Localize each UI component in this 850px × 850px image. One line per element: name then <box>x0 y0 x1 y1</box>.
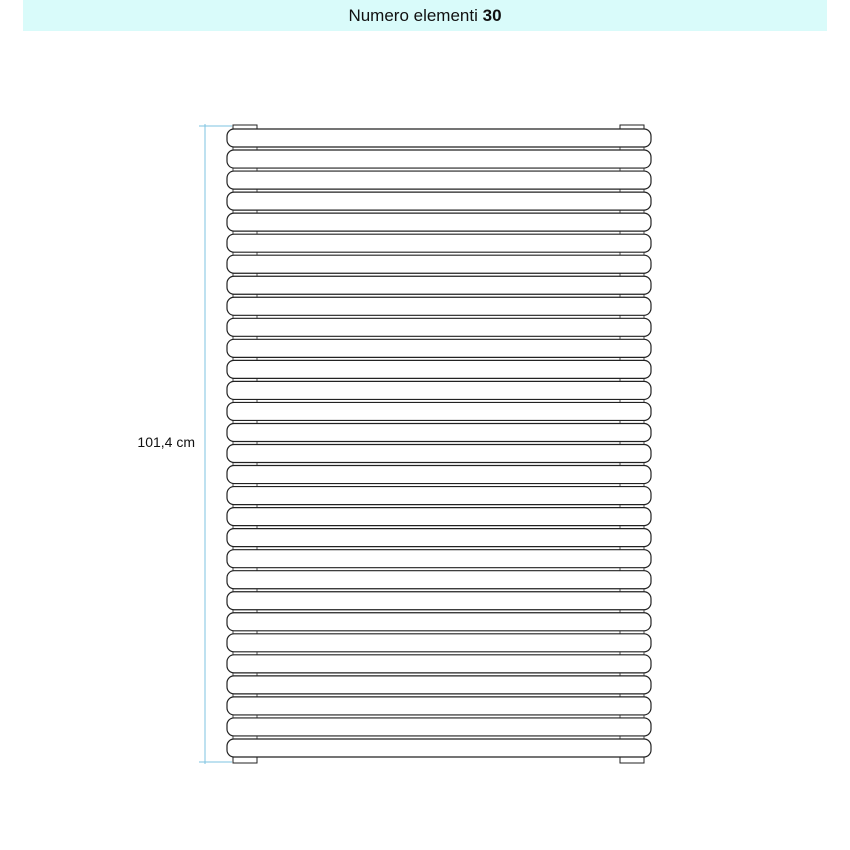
radiator-tube <box>227 697 651 715</box>
radiator-tube <box>227 466 651 484</box>
radiator-tube <box>227 529 651 547</box>
radiator-tube <box>227 655 651 673</box>
left-bottom-cap <box>233 757 257 763</box>
radiator-tube <box>227 171 651 189</box>
radiator-tube <box>227 592 651 610</box>
radiator-tube <box>227 487 651 505</box>
radiator-tube <box>227 381 651 399</box>
radiator-tubes <box>227 129 651 757</box>
radiator-tube <box>227 318 651 336</box>
radiator-tube <box>227 445 651 463</box>
radiator-tube <box>227 192 651 210</box>
radiator-tube <box>227 255 651 273</box>
radiator-tube <box>227 508 651 526</box>
radiator-tube <box>227 234 651 252</box>
radiator-tube <box>227 360 651 378</box>
radiator-tube <box>227 402 651 420</box>
radiator-tube <box>227 129 651 147</box>
header-label: Numero elementi <box>348 6 478 25</box>
radiator-tube <box>227 339 651 357</box>
radiator-tube <box>227 423 651 441</box>
radiator-tube <box>227 571 651 589</box>
radiator-tube <box>227 718 651 736</box>
radiator-tube <box>227 550 651 568</box>
radiator-tube <box>227 297 651 315</box>
radiator-tube <box>227 613 651 631</box>
right-bottom-cap <box>620 757 644 763</box>
radiator-tube <box>227 276 651 294</box>
radiator-tube <box>227 634 651 652</box>
radiator-tube <box>227 213 651 231</box>
radiator-tube <box>227 150 651 168</box>
height-dimension-label: 101,4 cm <box>137 434 195 450</box>
element-count: 30 <box>482 6 502 25</box>
radiator-tube <box>227 676 651 694</box>
radiator-tube <box>227 739 651 757</box>
